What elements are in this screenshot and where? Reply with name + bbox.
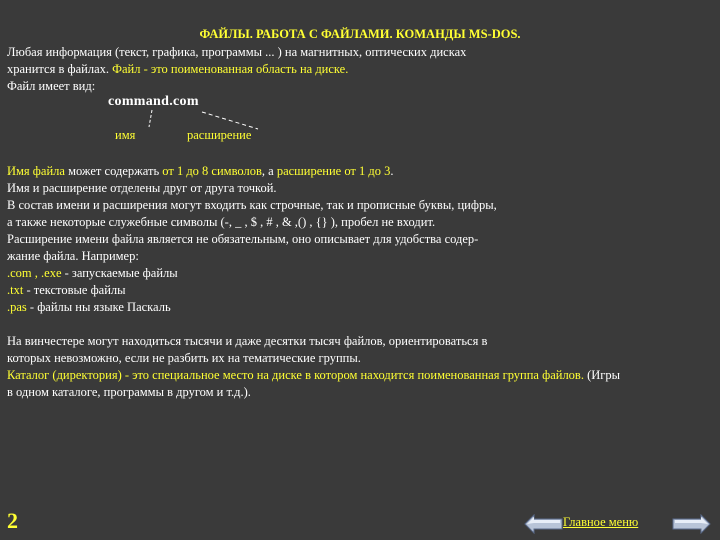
- example-2-ext: .txt: [7, 283, 24, 297]
- body-line-10: в одном каталоге, программы в другом и т.д.).: [7, 385, 251, 399]
- example-1: [7, 265, 178, 281]
- intro-line-2-text: хранится в файлах.: [7, 62, 113, 76]
- example-3: [7, 299, 171, 315]
- name-length: от 1 до 8 символов: [162, 164, 262, 178]
- forward-arrow-icon[interactable]: [671, 514, 711, 534]
- example-1-ext: .com , .exe: [7, 266, 62, 280]
- file-definition: Файл - это поименованная область на диске.: [112, 62, 349, 76]
- page-title: ФАЙЛЫ. РАБОТА С ФАЙЛАМИ. КОМАНДЫ MS-DOS.: [199, 27, 521, 41]
- example-3-ext: .pas: [7, 300, 27, 314]
- example-2: [7, 282, 126, 298]
- body-line-8: которых невозможно, если не разбить их на тематические группы.: [7, 351, 361, 365]
- filename-term: Имя файла: [7, 164, 69, 178]
- back-arrow-icon[interactable]: [524, 514, 564, 534]
- extension-length: расширение от 1 до 3: [276, 164, 391, 178]
- body-line-1-text-b: , а: [261, 164, 277, 178]
- main-menu-link[interactable]: Главное меню: [563, 515, 639, 529]
- intro-line-1: Любая информация (текст, графика, программы ... ) на магнитных, оптических дисках: [7, 45, 467, 59]
- intro-line-3: Файл имеет вид:: [7, 79, 96, 93]
- name-pointer-line: [149, 110, 152, 127]
- label-name: имя: [115, 128, 136, 142]
- example-1-desc: - запускаемые файлы: [61, 266, 178, 280]
- body-line-6: жание файла. Например:: [7, 249, 139, 263]
- extension-pointer-line: [202, 112, 258, 129]
- body-line-1: [7, 163, 393, 179]
- body-line-1-text-c: .: [390, 164, 394, 178]
- example-2-desc: - текстовые файлы: [23, 283, 126, 297]
- label-extension: расширение: [187, 128, 252, 142]
- directory-definition: Каталог (директория) - это специальное место на диске в котором находится поименованная группа файлов.: [7, 368, 584, 382]
- body-line-9-text: (Игры: [583, 368, 621, 382]
- body-line-4: а также некоторые служебные символы (-, _ , $ , # , & ,() , {} ), пробел не входит.: [7, 215, 436, 229]
- body-line-5: Расширение имени файла является не обязательным, оно описывает для удобства содер-: [7, 232, 479, 246]
- body-line-2: Имя и расширение отделены друг от друга точкой.: [7, 181, 277, 195]
- page-number: 2: [7, 508, 18, 533]
- body-line-3: В состав имени и расширения могут входить как строчные, так и прописные буквы, цифры,: [7, 198, 497, 212]
- example-3-desc: - файлы ны языке Паскаль: [26, 300, 171, 314]
- body-line-1-text-a: может содержать: [68, 164, 163, 178]
- filename-example: command.com: [108, 94, 199, 109]
- body-line-7: На винчестере могут находиться тысячи и даже десятки тысяч файлов, ориентироваться в: [7, 334, 488, 348]
- body-line-9: [7, 367, 620, 383]
